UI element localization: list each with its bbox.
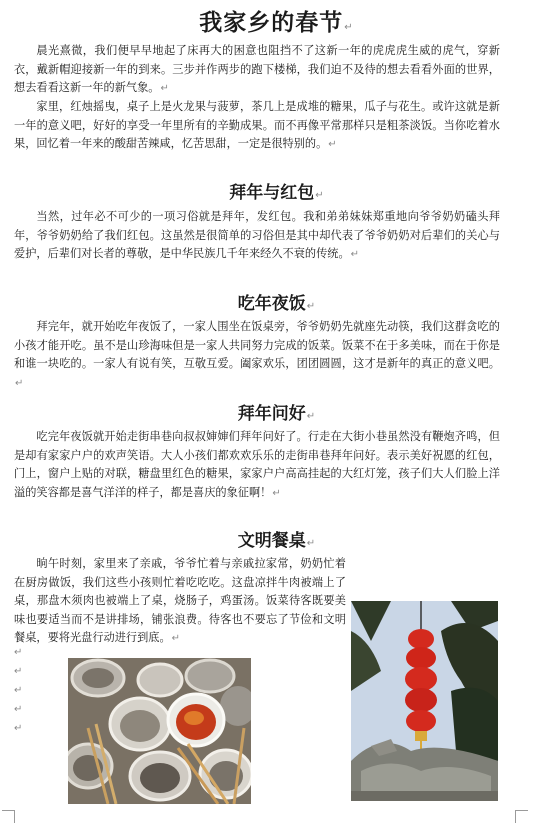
- section-heading-text: 文明餐桌: [237, 531, 306, 551]
- paragraph-mark-icon: ↵: [306, 411, 316, 422]
- intro-p1-text: 晨光熹微，我们便早早地起了床再大的困意也阻挡不了这新一年的虎虎虎生威的虎气，穿新衣，戴新帽迎接新一年的到来。三步并作两步的跑下楼梯，我们迫不及待的想去看看外面的世界，想去看看这新一年的新气象。: [14, 44, 500, 95]
- page-corner-mark: [2, 810, 15, 823]
- section-paragraph-visiting: [14, 428, 500, 503]
- section-paragraph-new-year-greeting: [14, 208, 500, 265]
- photo-red-lanterns: [351, 601, 498, 801]
- intro-p2-text: 家里，红烛摇曳，桌子上是火龙果与菠萝，茶几上是成堆的糖果，瓜子与花生。或许这就是新一年的意义吧，好好的享受一年里所有的辛勤成果。而不再像平常那样只是粗茶淡饭。当你吃着水果，回忆着一年来的酸甜苦辣咸，忆苦思甜，一定是很特别的。: [14, 100, 500, 151]
- section-heading-visiting: [0, 399, 553, 424]
- paragraph-mark-icon: ↵: [344, 22, 354, 33]
- paragraph-mark-icon: ↵: [272, 487, 281, 499]
- paragraph-mark-icon: ↵: [328, 139, 337, 151]
- paragraph-mark-icon: ↵: [160, 83, 169, 95]
- section-heading-new-year-greeting: [0, 178, 553, 203]
- empty-paragraph-mark-icon: ↵: [14, 685, 23, 696]
- photo-empty-bowls: [68, 658, 251, 804]
- red-lanterns-image: [351, 601, 498, 801]
- empty-paragraph-mark-icon: ↵: [14, 647, 23, 658]
- section-text: 拜完年，就开始吃年夜饭了，一家人围坐在饭桌旁，爷爷奶奶先就座先动筷，我们这群贪吃的小孩才能开吃。虽不是山珍海味但是一家人共同努力完成的饭菜。饭菜不在于多美味，而在于你是和谁一块吃的。一家人有说有笑，互敬互爱。阖家欢乐，团团圆圆，这才是新年的真正的意义吧。: [14, 320, 500, 371]
- paragraph-mark-icon: ↵: [171, 633, 181, 645]
- empty-bowls-image: [68, 658, 251, 804]
- empty-paragraph-mark-icon: ↵: [14, 704, 23, 715]
- empty-paragraph-mark-icon: ↵: [14, 666, 23, 677]
- section-heading-text: 拜年问好: [237, 404, 306, 424]
- paragraph-mark-icon: ↵: [350, 249, 360, 261]
- section-text: 晌午时刻，家里来了亲戚，爷爷忙着与亲戚拉家常，奶奶忙着在厨房做饭，我们这些小孩则忙着吃吃吃。这盘凉拌牛肉被端上了桌，那盘木须肉也被端上了桌，烧肠子，鸡蛋汤。饭菜待客既要美味也要适当而不是讲排场，铺张浪费。待客也不要忘了节俭和文明餐桌，要将光盘行动进行到底。: [14, 557, 346, 645]
- empty-paragraph-mark-icon: ↵: [14, 723, 23, 734]
- section-text: 吃完年夜饭就开始走街串巷向叔叔婶婶们拜年问好了。行走在大街小巷虽然没有鞭炮齐鸣，但是却有家家户户的欢声笑语。大人小孩们都欢欢乐乐的走街串巷拜年问好。表示美好祝愿的红包，门上，窗户上贴的对联，糖盘里红色的糖果，家家户户高高挂起的大红灯笼，孩子们大人们脸上洋溢的笑容都是喜气洋洋的样子，都是喜庆的象征啊！: [14, 430, 500, 499]
- section-text: 当然，过年必不可少的一项习俗就是拜年，发红包。我和弟弟妹妹郑重地向爷爷奶奶磕头拜年，爷爷奶奶给了我们红包。这虽然是很简单的习俗但是其中却代表了爷爷奶奶对后辈们的关心与爱护，后辈们对长者的尊敬，是中华民族几千年来经久不衰的传统。: [14, 210, 500, 261]
- paragraph-mark-icon: ↵: [306, 538, 316, 549]
- section-paragraph-reunion-dinner: [14, 318, 500, 393]
- section-heading-reunion-dinner: [0, 289, 553, 314]
- section-heading-text: 吃年夜饭: [237, 294, 306, 314]
- title-text: 我家乡的春节: [199, 10, 344, 36]
- section-heading-text: 拜年与红包: [229, 183, 315, 203]
- paragraph-mark-icon: ↵: [306, 301, 316, 312]
- section-heading-civilized-table: [0, 526, 553, 551]
- paragraph-mark-icon: ↵: [15, 377, 24, 389]
- page-corner-mark: [515, 810, 528, 823]
- page-title: [0, 4, 553, 37]
- intro-paragraph-1: [14, 42, 500, 99]
- intro-paragraph-2: [14, 98, 500, 155]
- paragraph-mark-icon: ↵: [315, 190, 324, 201]
